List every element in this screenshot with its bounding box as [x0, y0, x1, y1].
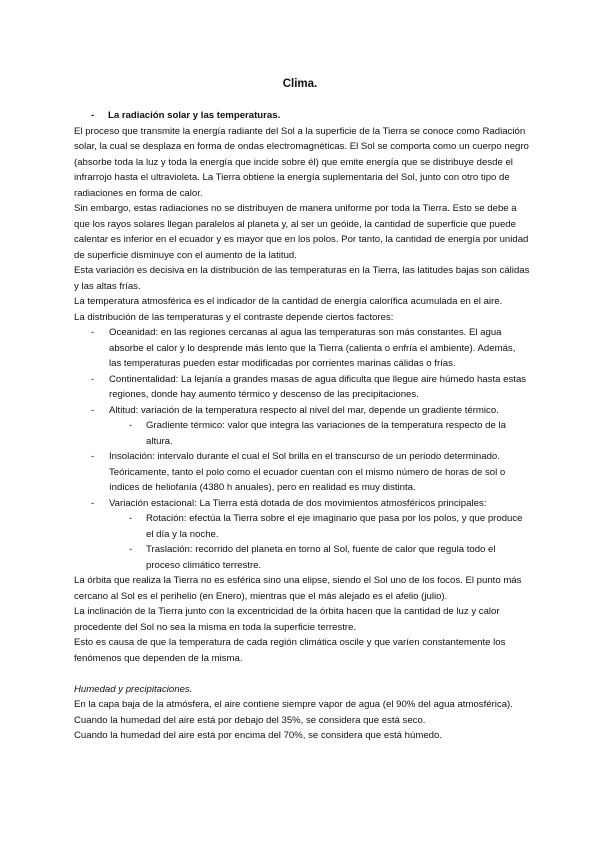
- page-title: Clima.: [282, 78, 318, 90]
- section-heading-humidity: Humedad y precipitaciones.: [74, 683, 193, 695]
- paragraph: La temperatura atmosférica es el indicador de la cantidad de energía calorífica acumulada en el aire.: [74, 296, 503, 307]
- subfactor-gradiente: - Gradiente térmico: valor que integra las variaciones de la temperatura respecto de la altura.: [74, 418, 530, 449]
- paragraph: Cuando la humedad del aire está por debajo del 35%, se considera que está seco.: [74, 714, 426, 726]
- factor-continentalidad: - Continentalidad: La lejanía a grandes masas de agua dificulta que llegue aire húmedo hasta estas regiones, donde hay aumento térmico y descenso de las precipitaciones.: [74, 372, 530, 403]
- paragraph: La inclinación de la Tierra junto con la excentricidad de la órbita hacen que la cantidad de luz y calor procedente del Sol no sea la misma en toda la superficie terrestre.: [74, 606, 500, 633]
- paragraph: Esto es causa de que la temperatura de cada región climática oscile y que varíen constantemente los fenómenos que dependen de la misma.: [74, 637, 506, 664]
- subfactor-traslacion: - Traslación: recorrido del planeta en torno al Sol, fuente de calor que regula todo el proceso climático terrestre.: [74, 542, 530, 573]
- subfactor-rotacion: - Rotación: efectúa la Tierra sobre el eje imaginario que pasa por los polos, y que produce el día y la noche.: [74, 511, 530, 542]
- paragraph: Sin embargo, estas radiaciones no se distribuyen de manera uniforme por toda la Tierra. Esto se debe a que los rayos solares llegan paralelos al planeta y, al ser un geóide, la cantidad de superficie que puede calentar es inferior en el ecuador y es mayor que en los polos. Por tanto, la cantidad de energía por unidad de superficie disminuye con el aumento de la latitud.: [74, 203, 529, 261]
- spacer: [74, 666, 530, 682]
- paragraph: Cuando la humedad del aire está por encima del 70%, se considera que está húmedo.: [74, 730, 442, 741]
- paragraph: El proceso que transmite la energía radiante del Sol a la superficie de la Tierra se conoce como Radiación solar, la cual se desplaza en forma de ondas electromagnéticas. El Sol se comporta como un cuerpo negro (absorbe toda la luz y toda la energía que incide sobre él) que emite energía que se distribuye desde el infrarrojo hasta el ultravioleta. La Tierra obtiene la energía suplementaria del Sol, junto con otro tipo de radiaciones en forma de calor.: [74, 125, 529, 199]
- section-heading-radiation: - La radiación solar y las temperaturas.: [74, 108, 530, 124]
- paragraph: La órbita que realiza la Tierra no es esférica sino una elipse, siendo el Sol uno de los focos. El punto más cercano al Sol es el perihelio (en Enero), mientras que el más alejado es el afelio (julio).: [74, 575, 522, 602]
- paragraph: En la capa baja de la atmósfera, el aire contiene siempre vapor de agua (el 90% del agua atmosférica).: [74, 699, 513, 710]
- factor-variacion-estacional: - Variación estacional: La Tierra está dotada de dos movimientos atmosféricos principales:: [74, 496, 530, 512]
- factor-altitud: - Altitud: variación de la temperatura respecto al nivel del mar, depende un gradiente térmico.: [74, 403, 530, 419]
- paragraph: Esta variación es decisiva en la distribución de las temperaturas en la Tierra, las latitudes bajas son cálidas y las altas frías.: [74, 265, 530, 292]
- paragraph: La distribución de las temperaturas y el contraste depende ciertos factores:: [74, 311, 394, 323]
- document-body: [74, 108, 530, 744]
- factor-oceanidad: - Oceanidad: en las regiones cercanas al agua las temperaturas son más constantes. El agua absorbe el calor y lo desprende más lento que la Tierra (calienta o enfría el ambiente). Además, las temperaturas pueden estar modificadas por corrientes marinas cálidas o frías.: [74, 325, 530, 372]
- factor-insolacion: - Insolación: intervalo durante el cual el Sol brilla en el transcurso de un periodo determinado. Teóricamente, tanto el polo como el ecuador cuentan con el mismo número de horas de sol o índices de heliofanía (4380 h anuales), pero en realidad es muy distinta.: [74, 449, 530, 496]
